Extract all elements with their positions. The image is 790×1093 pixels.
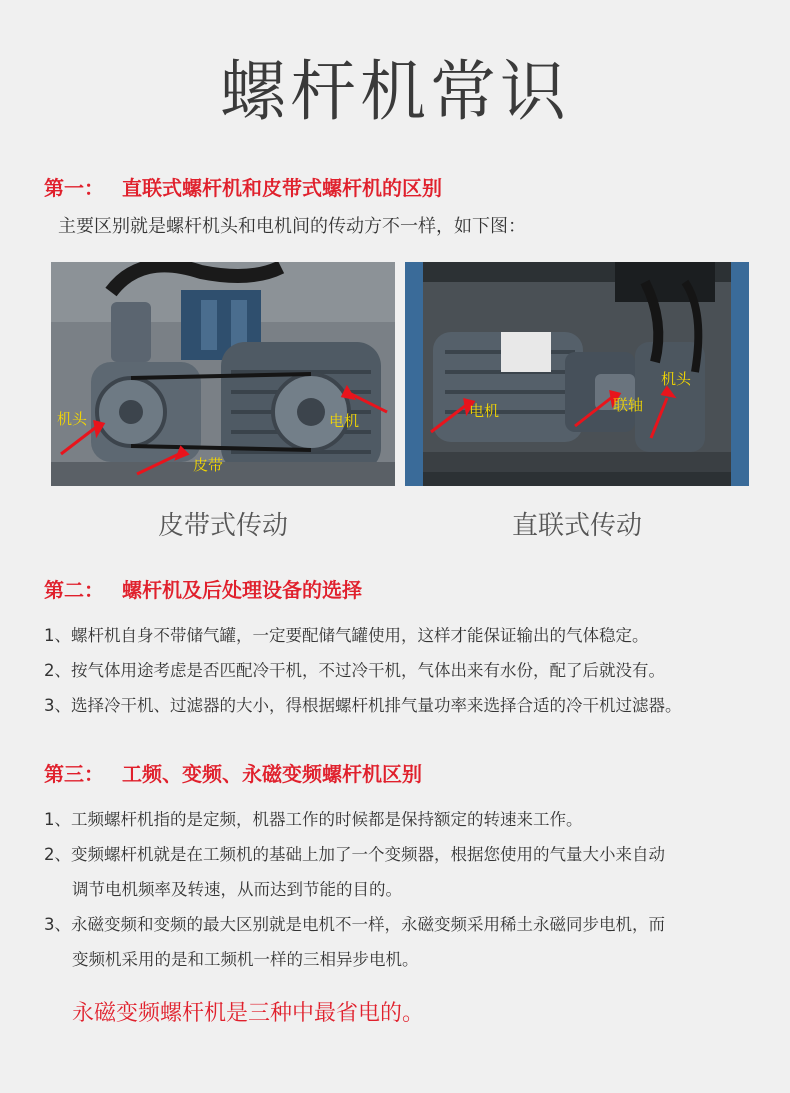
label-belt: 皮带 xyxy=(193,456,224,474)
conclusion-text: 永磁变频螺杆机是三种中最省电的。 xyxy=(72,1001,425,1026)
label-motor: 电机 xyxy=(329,412,360,430)
label-motor-direct: 电机 xyxy=(469,402,500,420)
label-head: 机头 xyxy=(57,410,88,428)
section3-number: 第三： xyxy=(44,762,104,786)
belt-drive-photo xyxy=(51,262,395,486)
section1-heading xyxy=(44,172,442,201)
list-item: 3、选择冷干机、过滤器的大小，得根据螺杆机排气量功率来选择合适的冷干机过滤器。 xyxy=(44,696,682,715)
section2-number: 第二： xyxy=(44,578,104,602)
section3-list xyxy=(44,802,665,977)
list-item: 1、工频螺杆机指的是定频，机器工作的时候都是保持额定的转速来工作。 xyxy=(44,810,583,829)
direct-drive-photo xyxy=(405,262,749,486)
page-title: 螺杆机常识 xyxy=(220,53,570,130)
section3-title: 工频、变频、永磁变频螺杆机区别 xyxy=(122,762,422,786)
caption-direct-drive: 直联式传动 xyxy=(511,511,642,541)
list-item: 2、变频螺杆机就是在工频机的基础上加了一个变频器，根据您使用的气量大小来自动 xyxy=(44,845,665,864)
caption-belt-drive: 皮带式传动 xyxy=(157,511,288,541)
list-item-continuation: 调节电机频率及转速，从而达到节能的目的。 xyxy=(72,880,402,899)
list-item: 3、永磁变频和变频的最大区别就是电机不一样，永磁变频采用稀土永磁同步电机，而 xyxy=(44,915,665,934)
section1-number: 第一： xyxy=(44,176,104,200)
list-item-continuation: 变频机采用的是和工频机一样的三相异步电机。 xyxy=(72,950,419,969)
section1-intro: 主要区别就是螺杆机头和电机间的传动方不一样，如下图： xyxy=(58,216,526,237)
list-item: 2、按气体用途考虑是否匹配冷干机，不过冷干机，气体出来有水份，配了后就没有。 xyxy=(44,661,665,680)
section1-title: 直联式螺杆机和皮带式螺杆机的区别 xyxy=(122,176,442,200)
section2-heading xyxy=(44,574,362,603)
section2-list xyxy=(44,618,682,723)
list-item: 1、螺杆机自身不带储气罐，一定要配储气罐使用，这样才能保证输出的气体稳定。 xyxy=(44,626,649,645)
section2-title: 螺杆机及后处理设备的选择 xyxy=(122,578,362,602)
section3-heading xyxy=(44,758,422,787)
label-coupling: 联轴 xyxy=(613,396,644,414)
label-head-direct: 机头 xyxy=(661,370,692,388)
